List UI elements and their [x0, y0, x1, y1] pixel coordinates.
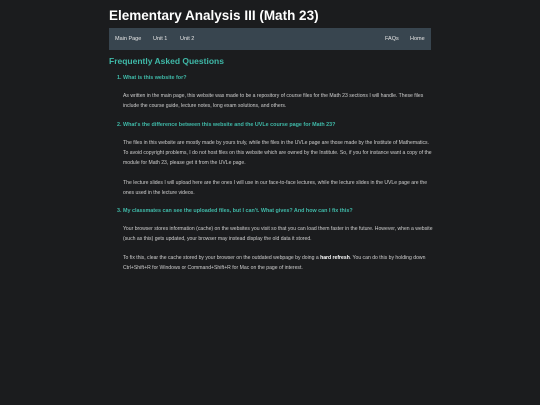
nav-home[interactable]: Home	[410, 36, 425, 42]
nav-unit-1[interactable]: Unit 1	[153, 36, 168, 42]
faq-heading: Frequently Asked Questions	[109, 56, 224, 66]
faq-question-2: 2. What's the difference between this website and the UVLe course page for Math 23?	[117, 122, 336, 128]
nav-main-page[interactable]: Main Page	[115, 36, 142, 42]
faq-answer-2-paragraph-2: The lecture slides I will upload here are the ones I will use in our face-to-face lectures, while the lecture slides in the UVLe page are the ones used in the lecture videos.	[123, 180, 428, 197]
fix-text-end: . You can do this by holding down Ctrl+Shift+R for Windows or Command+Shift+R for Mac on the page of interest.	[123, 255, 426, 272]
faq-answer-3-paragraph-1: Your browser stores information (cache) on the websites you visit so that you can load them faster in the future. However, when a website (such as this) gets updated, your browser may instead display the old data it stored.	[123, 226, 433, 243]
navbar	[109, 28, 431, 50]
faq-answer-1-paragraph-1: As written in the main page, this website was made to be a repository of course files for the Math 23 sections I will handle. These files include the course guide, lecture notes, long exam solutions, and others.	[123, 93, 424, 110]
faq-question-1: 1. What is this website for?	[117, 75, 187, 81]
hard-refresh-emphasis: hard refresh	[320, 255, 350, 261]
faq-answer-2-paragraph-1: The files in this website are mostly made by yours truly, while the files in the UVLe page are those made by the Institute of Mathematics. To avoid copyright problems, I do not host files on this website which are owned by the Institute. So, if you for instance want a copy of the module for Math 23, please get it from the UVLe page.	[123, 140, 432, 167]
faq-answer-3-paragraph-2	[123, 253, 435, 273]
nav-unit-2[interactable]: Unit 2	[180, 36, 195, 42]
faq-question-3: 3. My classmates can see the uploaded files, but I can't. What gives? And how can I fix this?	[117, 208, 353, 214]
fix-text-start: To fix this, clear the cache stored by your browser on the outdated webpage by doing a	[123, 255, 321, 261]
site-title: Elementary Analysis III (Math 23)	[109, 8, 319, 23]
nav-faqs[interactable]: FAQs	[385, 36, 399, 42]
